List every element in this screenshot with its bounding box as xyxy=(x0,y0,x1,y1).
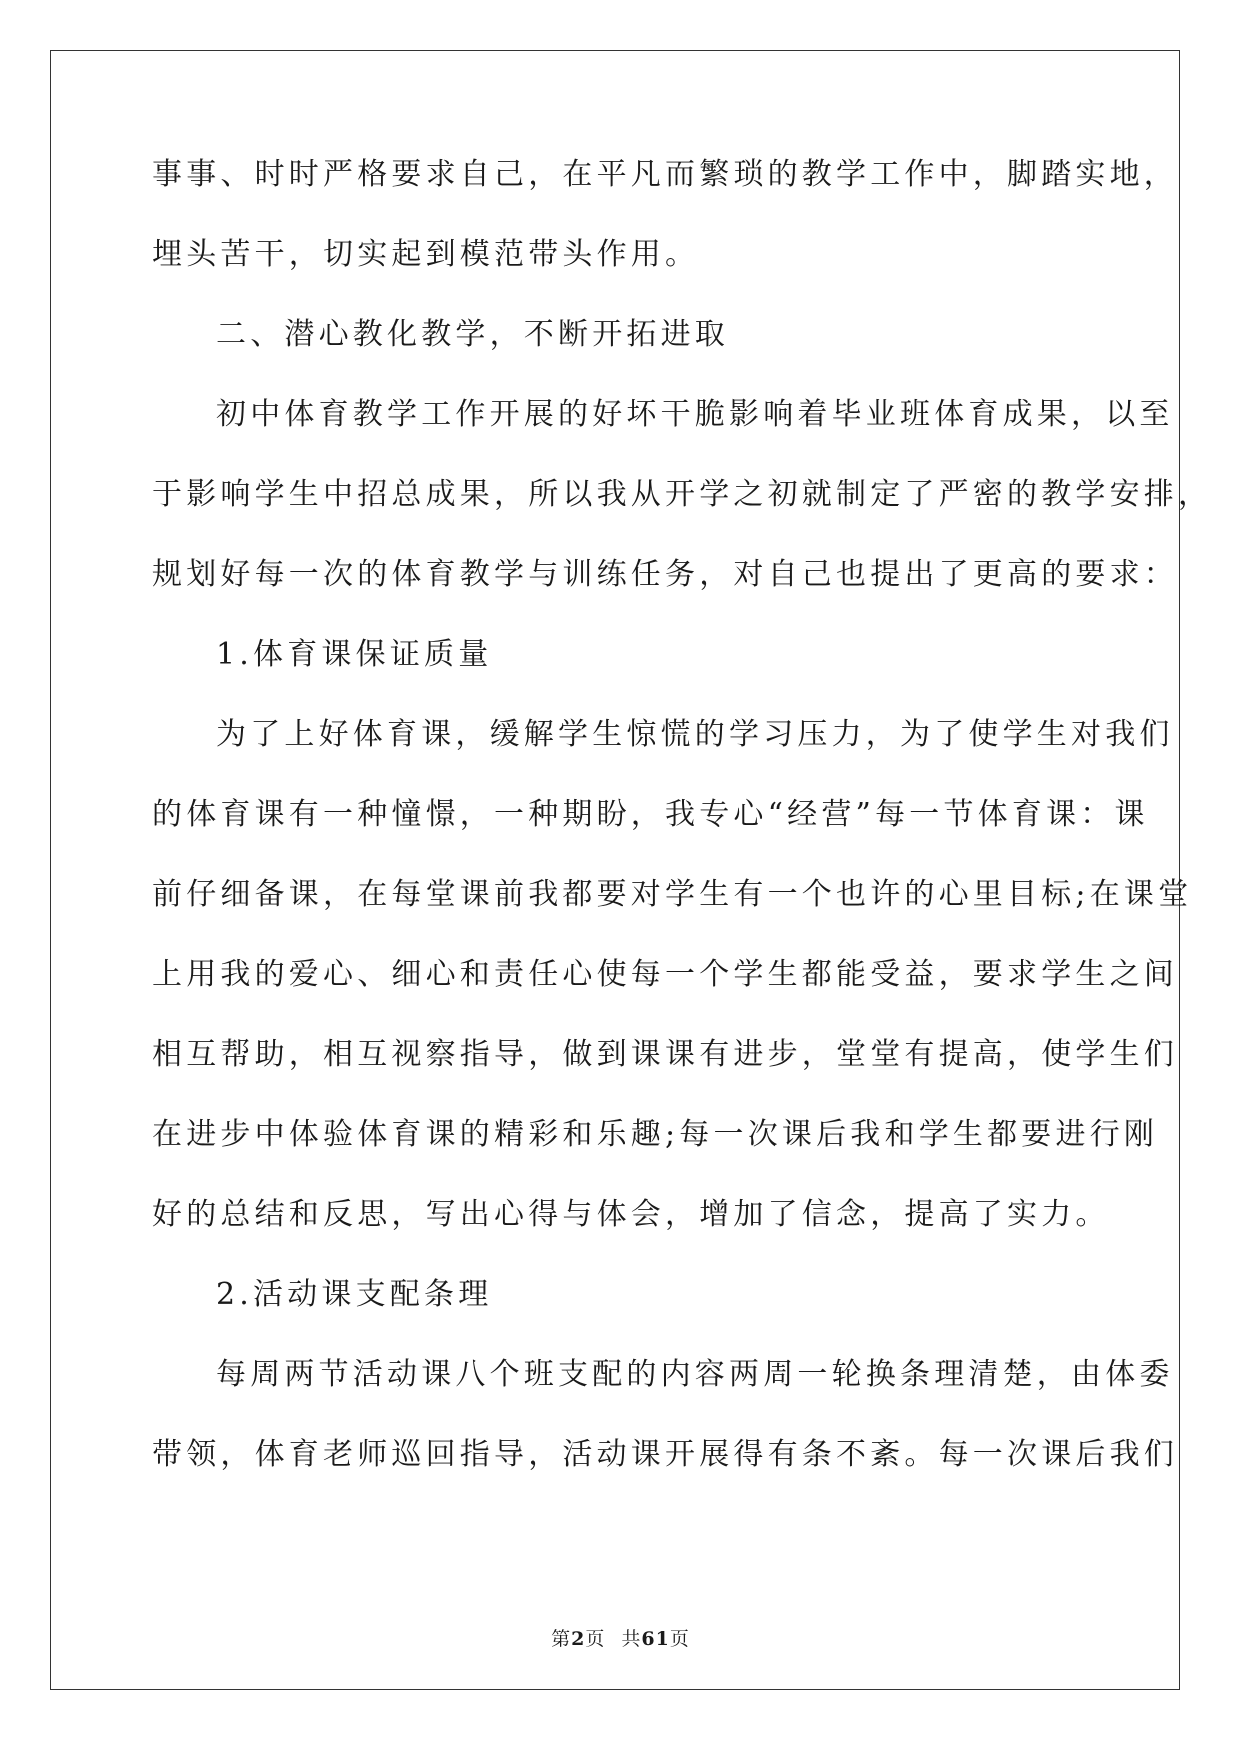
paragraph-start-line: 为了上好体育课，缓解学生惊慌的学习压力，为了使学生对我们 xyxy=(216,717,1174,752)
paragraph-start-line: 初中体育教学工作开展的好坏干脆影响着毕业班体育成果，以至 xyxy=(216,397,1174,432)
body-line: 规划好每一次的体育教学与训练任务，对自己也提出了更高的要求： xyxy=(152,557,1178,592)
total-pages: 61 xyxy=(641,1628,670,1650)
page-prefix: 第 xyxy=(551,1628,572,1650)
paragraph-start-line: 每周两节活动课八个班支配的内容两周一轮换条理清楚，由体委 xyxy=(216,1357,1174,1392)
page-footer xyxy=(0,1624,1241,1651)
body-line: 上用我的爱心、细心和责任心使每一个学生都能受益，要求学生之间 xyxy=(152,957,1178,992)
section-heading: 二、潜心教化教学，不断开拓进取 xyxy=(216,317,729,352)
total-prefix: 共 xyxy=(621,1628,642,1650)
page-number: 2 xyxy=(571,1628,586,1650)
body-line: 前仔细备课，在每堂课前我都要对学生有一个也许的心里目标;在课堂 xyxy=(152,877,1193,912)
subsection-heading: 2.活动课支配条理 xyxy=(216,1277,493,1312)
body-line: 在进步中体验体育课的精彩和乐趣;每一次课后我和学生都要进行刚 xyxy=(152,1117,1159,1152)
subsection-heading: 1.体育课保证质量 xyxy=(216,637,493,672)
body-line: 于影响学生中招总成果，所以我从开学之初就制定了严密的教学安排， xyxy=(152,477,1213,512)
document-body xyxy=(152,157,1213,1520)
page-suffix: 页 xyxy=(585,1628,606,1650)
body-line: 好的总结和反思，写出心得与体会，增加了信念，提高了实力。 xyxy=(152,1197,1110,1232)
body-line: 事事、时时严格要求自己，在平凡而繁琐的教学工作中，脚踏实地， xyxy=(152,157,1178,192)
body-line: 相互帮助，相互视察指导，做到课课有进步，堂堂有提高，使学生们 xyxy=(152,1037,1178,1072)
body-line: 带领，体育老师巡回指导，活动课开展得有条不紊。每一次课后我们 xyxy=(152,1437,1178,1472)
total-suffix: 页 xyxy=(669,1628,690,1650)
body-line: 埋头苦干，切实起到模范带头作用。 xyxy=(152,237,700,272)
body-line: 的体育课有一种憧憬，一种期盼，我专心“经营”每一节体育课：课 xyxy=(152,797,1149,832)
